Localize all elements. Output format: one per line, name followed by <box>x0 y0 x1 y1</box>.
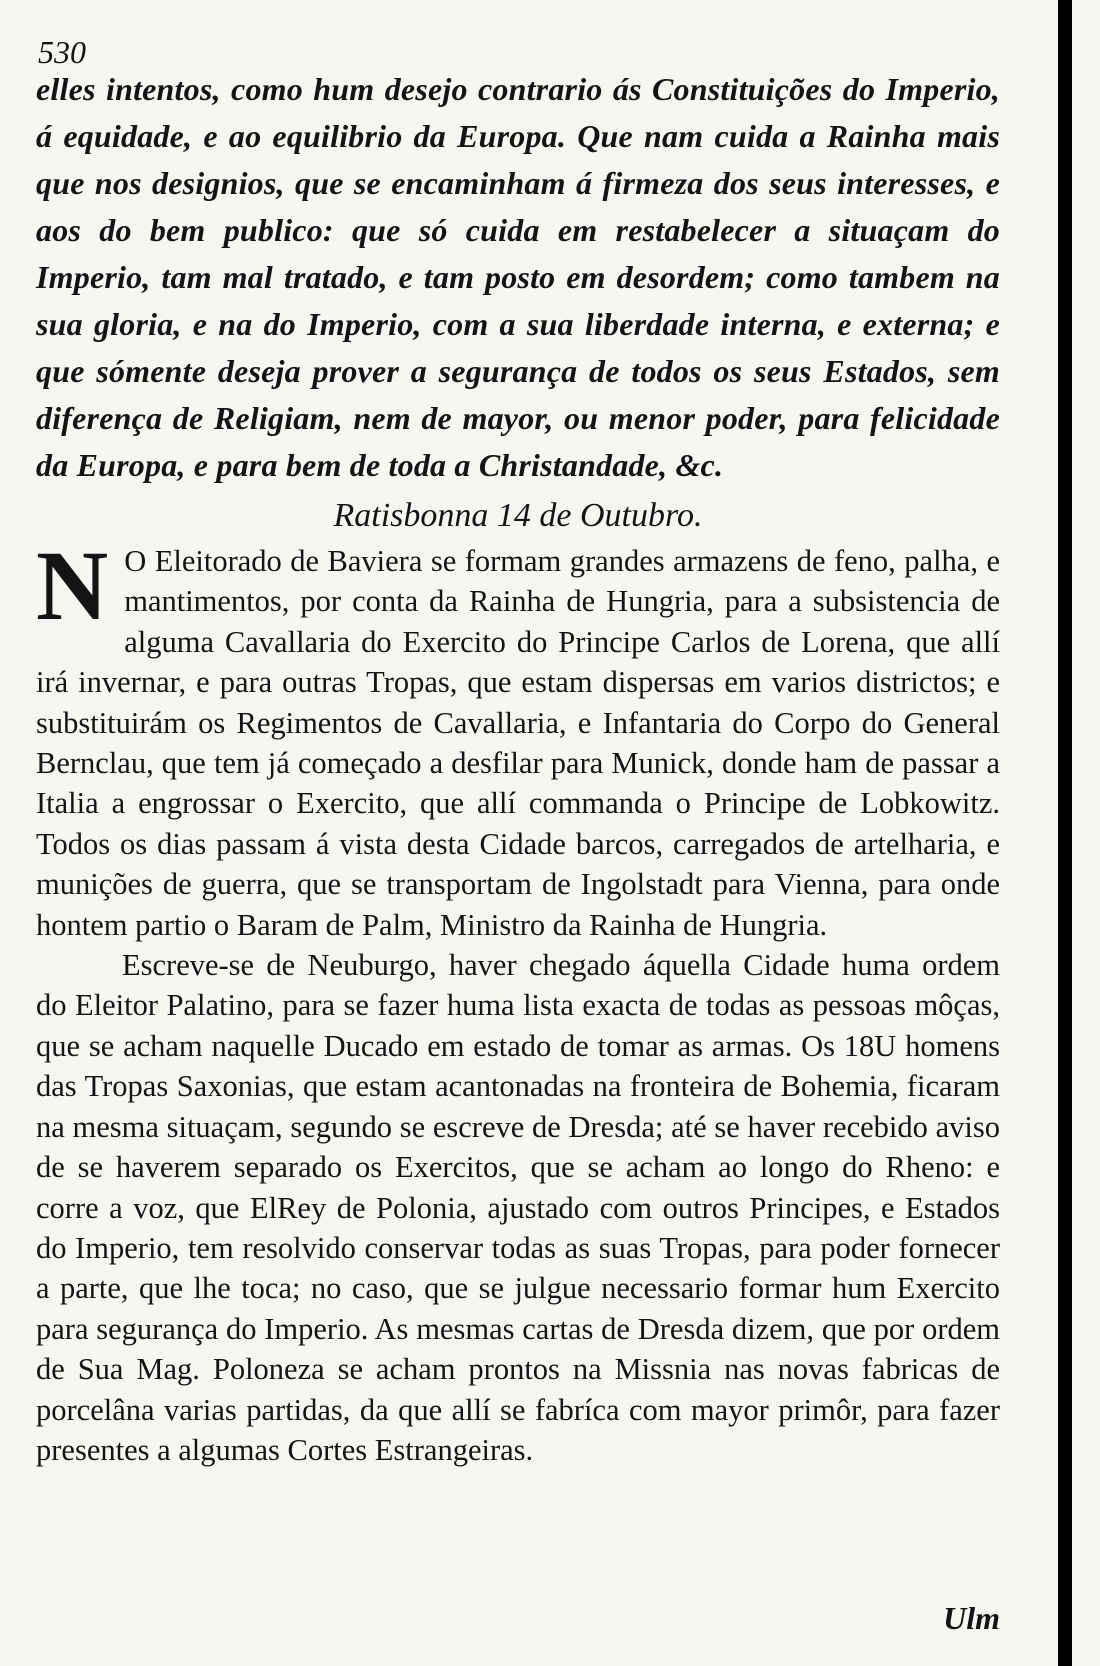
article-body <box>36 530 1000 1470</box>
paragraph-2: Escreve-se de Neuburgo, haver chegado áquella Cidade huma ordem do Eleitor Palatino, para se fazer huma lista exacta de todas as pessoas môças, que se acham naquelle Ducado em estado de tomar as armas. Os 18U homens das Tropas Saxonias, que estam acantonadas na fronteira de Bohemia, ficaram na mesma situaçam, segundo se escreve de Dresda; até se haver recebido aviso de se haverem separado os Exercitos, que se acham ao longo do Rheno: e corre a voz, que ElRey de Polonia, ajustado com outros Principes, e Estados do Imperio, tem resolvido conservar todas as suas Tropas, para poder fornecer a parte, que lhe toca; no caso, que se julgue necessario formar hum Exercito para segurança do Imperio. As mesmas cartas de Dresda dizem, que por ordem de Sua Mag. Poloneza se acham prontos na Missnia nas novas fabricas de porcelâna varias partidas, da que allí se fabríca com mayor primôr, para fazer presentes a algumas Cortes Estrangeiras. <box>36 948 1000 1467</box>
continued-text: elles intentos, como hum desejo contrario ás Constituições do Imperio, á equidade, e ao equilibrio da Europa. Que nam cuida a Rainha mais que nos designios, que se encaminham á firmeza dos seus interesses, e aos do bem publico: que só cuida em restabelecer a situaçam do Imperio, tam mal tratado, e tam posto em desordem; como tambem na sua gloria, e na do Imperio, com a sua liberdade interna, e externa; e que sómente deseja prover a segurança de todos os seus Estados, sem diferença de Religiam, nem de mayor, ou menor poder, para felicidade da Europa, e para bem de toda a Christandade, &c. <box>36 71 1000 483</box>
dateline: Ratisbonna 14 de Outubro. <box>333 497 703 534</box>
drop-cap: N <box>36 530 109 641</box>
page-edge-rule <box>1058 0 1072 1666</box>
paragraph-1-text: O Eleitorado de Baviera se formam grandes armazens de feno, palha, e mantimentos, por conta da Rainha de Hungria, para a subsistencia de alguma Cavallaria do Exercito do Principe Carlos de Lorena, que allí irá invernar, e para outras Tropas, que estam dispersas em varios districtos; e substituirám os Regimentos de Cavallaria, e Infantaria do Corpo do General Bernclau, que tem já começado a desfilar para Munick, donde ham de passar a Italia a engrossar o Exercito, que allí commanda o Principe de Lobkowitz. Todos os dias passam á vista desta Cidade barcos, carregados de artelharia, e munições de guerra, que se transportam de Ingolstadt para Vienna, para onde hontem partio o Baram de Palm, Ministro da Rainha de Hungria. <box>36 544 1000 942</box>
page-number: 530 <box>38 34 86 70</box>
newspaper-page <box>36 30 1036 1640</box>
catchword: Ulm <box>943 1600 1000 1636</box>
paragraph-1 <box>36 530 1000 945</box>
